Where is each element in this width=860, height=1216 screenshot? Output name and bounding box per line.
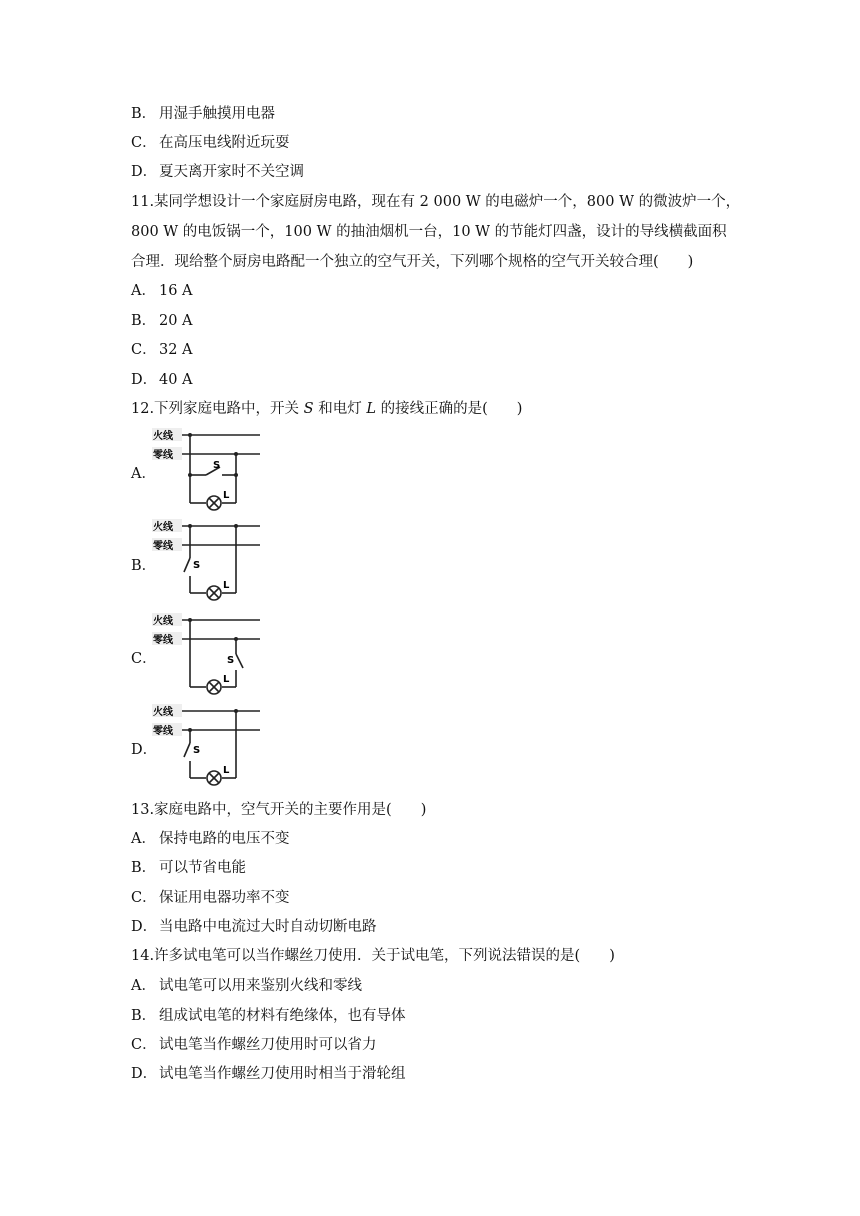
live-wire-label: 火线 <box>153 522 173 533</box>
q11-stem-line-2: 800 W 的电饭锅一个，100 W 的抽油烟机一台，10 W 的节能灯四盏，设计的导线横截面积 <box>131 224 727 240</box>
q12-stem: 12.下列家庭电路中，开关 S 和电灯 L 的接线正确的是( ) <box>131 401 523 417</box>
live-wire-label: 火线 <box>153 431 173 442</box>
lamp-label: L <box>223 490 230 501</box>
q12-option-c-label: C． <box>131 651 157 667</box>
q10-option-d: D． 夏天离开家时不关空调 <box>131 164 304 180</box>
switch-label: S <box>227 655 235 666</box>
lamp-label: L <box>223 765 230 776</box>
q11-option-c: C． 32 A <box>131 342 193 358</box>
q11-stem-line-1: 11.某同学想设计一个家庭厨房电路，现在有 2 000 W 的电磁炉一个，800 W 的微波炉一个， <box>131 194 741 210</box>
q13-option-d: D． 当电路中电流过大时自动切断电路 <box>131 919 377 935</box>
switch-label: S <box>193 560 201 571</box>
q13-stem: 13.家庭电路中，空气开关的主要作用是( ) <box>131 802 427 818</box>
q11-option-b: B． 20 A <box>131 313 193 329</box>
q12-option-d-circuit-diagram <box>150 703 270 788</box>
q14-option-a: A． 试电笔可以用来鉴别火线和零线 <box>131 978 362 994</box>
lamp-label: L <box>223 580 230 591</box>
q12-option-b-label: B． <box>131 558 157 574</box>
q11-stem-line-3: 合理．现给整个厨房电路配一个独立的空气开关，下列哪个规格的空气开关较合理( ) <box>131 254 694 270</box>
lamp-label: L <box>223 674 230 685</box>
live-wire-label: 火线 <box>153 707 173 718</box>
q11-option-a: A． 16 A <box>131 283 193 299</box>
q14-stem: 14.许多试电笔可以当作螺丝刀使用．关于试电笔，下列说法错误的是( ) <box>131 948 615 964</box>
q14-option-b: B． 组成试电笔的材料有绝缘体，也有导体 <box>131 1008 406 1024</box>
q10-option-c: C． 在高压电线附近玩耍 <box>131 135 290 151</box>
neutral-wire-label: 零线 <box>153 450 173 461</box>
q12-option-d-label: D． <box>131 742 158 758</box>
q12-option-b-circuit-diagram <box>150 518 270 603</box>
q12-option-a-circuit-diagram <box>150 428 270 513</box>
q14-option-d: D． 试电笔当作螺丝刀使用时相当于滑轮组 <box>131 1066 406 1082</box>
q13-option-a: A． 保持电路的电压不变 <box>131 831 290 847</box>
q10-option-b: B． 用湿手触摸用电器 <box>131 106 275 122</box>
q11-option-d: D． 40 A <box>131 372 193 388</box>
switch-label: S <box>193 745 201 756</box>
q12-option-c-circuit-diagram <box>150 612 270 697</box>
live-wire-label: 火线 <box>153 616 173 627</box>
neutral-wire-label: 零线 <box>153 726 173 737</box>
neutral-wire-label: 零线 <box>153 541 173 552</box>
q14-option-c: C． 试电笔当作螺丝刀使用时可以省力 <box>131 1037 377 1053</box>
switch-label: S <box>213 460 221 471</box>
q12-option-a-label: A． <box>131 466 156 482</box>
q13-option-c: C． 保证用电器功率不变 <box>131 890 290 906</box>
q13-option-b: B． 可以节省电能 <box>131 860 246 876</box>
neutral-wire-label: 零线 <box>153 635 173 646</box>
